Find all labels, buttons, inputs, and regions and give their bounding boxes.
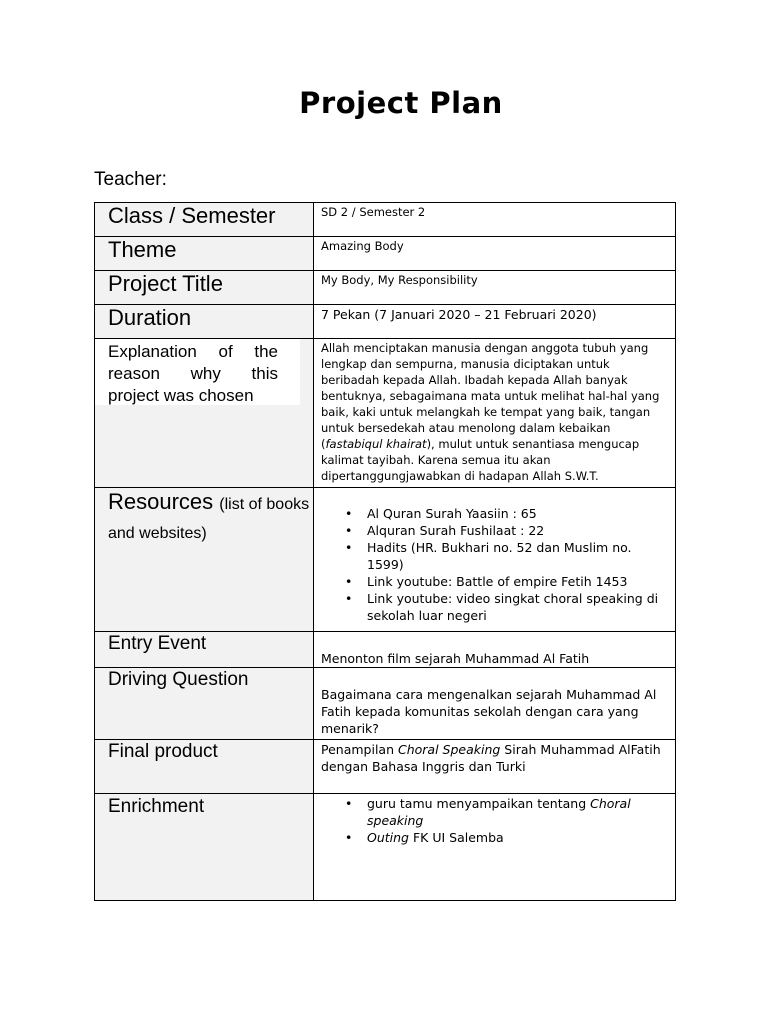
theme-label: Theme <box>95 237 314 271</box>
class-semester-label: Class / Semester <box>95 203 314 237</box>
list-item: • Al Quran Surah Yaasiin : 65 <box>367 505 669 522</box>
enrichment-item-text: guru tamu menyampaikan tentang <box>367 796 591 811</box>
table-row <box>95 271 676 305</box>
final-product-text-end: Sirah Muhammad AlFatih dengan Bahasa Inggris dan Turki <box>321 742 661 774</box>
resources-label-sub: (list of books and websites) <box>108 496 310 542</box>
resources-list <box>321 505 669 624</box>
resources-label <box>95 488 314 632</box>
table-row <box>95 740 676 794</box>
list-item: • Hadits (HR. Bukhari no. 52 dan Muslim no. 1599) <box>367 539 669 573</box>
theme-value: Amazing Body <box>314 237 676 271</box>
duration-label: Duration <box>95 305 314 339</box>
enrichment-value <box>314 794 676 901</box>
list-item: • Alquran Surah Fushilaat : 22 <box>367 522 669 539</box>
entry-event-label: Entry Event <box>95 632 314 668</box>
final-product-label: Final product <box>95 740 314 794</box>
document-title: Project Plan <box>299 86 503 120</box>
project-title-label: Project Title <box>95 271 314 305</box>
list-item: • Link youtube: Battle of empire Fetih 1453 <box>367 573 669 590</box>
explanation-text-end: ), mulut untuk senantiasa mengucap kalimat tayibah. Karena semua itu akan dipertanggungjawabkan di hadapan Allah S.W.T. <box>321 437 640 483</box>
resources-value <box>314 488 676 632</box>
project-title-value: My Body, My Responsibility <box>314 271 676 305</box>
table-row <box>95 488 676 632</box>
table-row <box>95 305 676 339</box>
explanation-label: Explanation of the reason why this project was chosen <box>95 339 300 405</box>
final-product-italic-text: Choral Speaking <box>397 742 501 757</box>
enrichment-list <box>321 795 669 846</box>
enrichment-label: Enrichment <box>95 794 314 901</box>
explanation-label-cell <box>95 339 314 488</box>
table-row <box>95 203 676 237</box>
duration-value: 7 Pekan (7 Januari 2020 – 21 Februari 2020) <box>314 305 676 339</box>
entry-event-value: Menonton film sejarah Muhammad Al Fatih <box>314 632 676 668</box>
final-product-value <box>314 740 676 794</box>
project-plan-table <box>94 202 676 901</box>
teacher-label: Teacher: <box>94 169 167 190</box>
resources-label-main: Resources <box>108 489 214 514</box>
explanation-value <box>314 339 676 488</box>
table-row <box>95 632 676 668</box>
list-item <box>367 829 669 846</box>
final-product-text: Penampilan <box>321 742 398 757</box>
enrichment-item-italic: Choral speaking <box>367 796 631 828</box>
explanation-text: Allah menciptakan manusia dengan anggota tubuh yang lengkap dan sempurna, manusia diciptakan untuk beribadah kepada Allah. Ibadah kepada Allah banyak bentuknya, sebagaimana mata untuk melihat hal-hal yang baik, kaki untuk melangkah ke tempat yang baik, tangan untuk bersedekah atau menolong dalam kebaikan ( <box>321 341 660 451</box>
table-row <box>95 237 676 271</box>
class-semester-value: SD 2 / Semester 2 <box>314 203 676 237</box>
list-item: • Link youtube: video singkat choral speaking di sekolah luar negeri <box>367 590 669 624</box>
explanation-italic-text: fastabiqul khairat <box>325 437 427 451</box>
table-row <box>95 668 676 740</box>
driving-question-label: Driving Question <box>95 668 314 740</box>
driving-question-value: Bagaimana cara mengenalkan sejarah Muhammad Al Fatih kepada komunitas sekolah dengan cara yang menarik? <box>314 668 676 740</box>
list-item <box>367 795 669 829</box>
table-row <box>95 339 676 488</box>
table-row <box>95 794 676 901</box>
enrichment-item-italic: Outing <box>367 830 409 845</box>
enrichment-item-text: FK UI Salemba <box>409 830 504 845</box>
